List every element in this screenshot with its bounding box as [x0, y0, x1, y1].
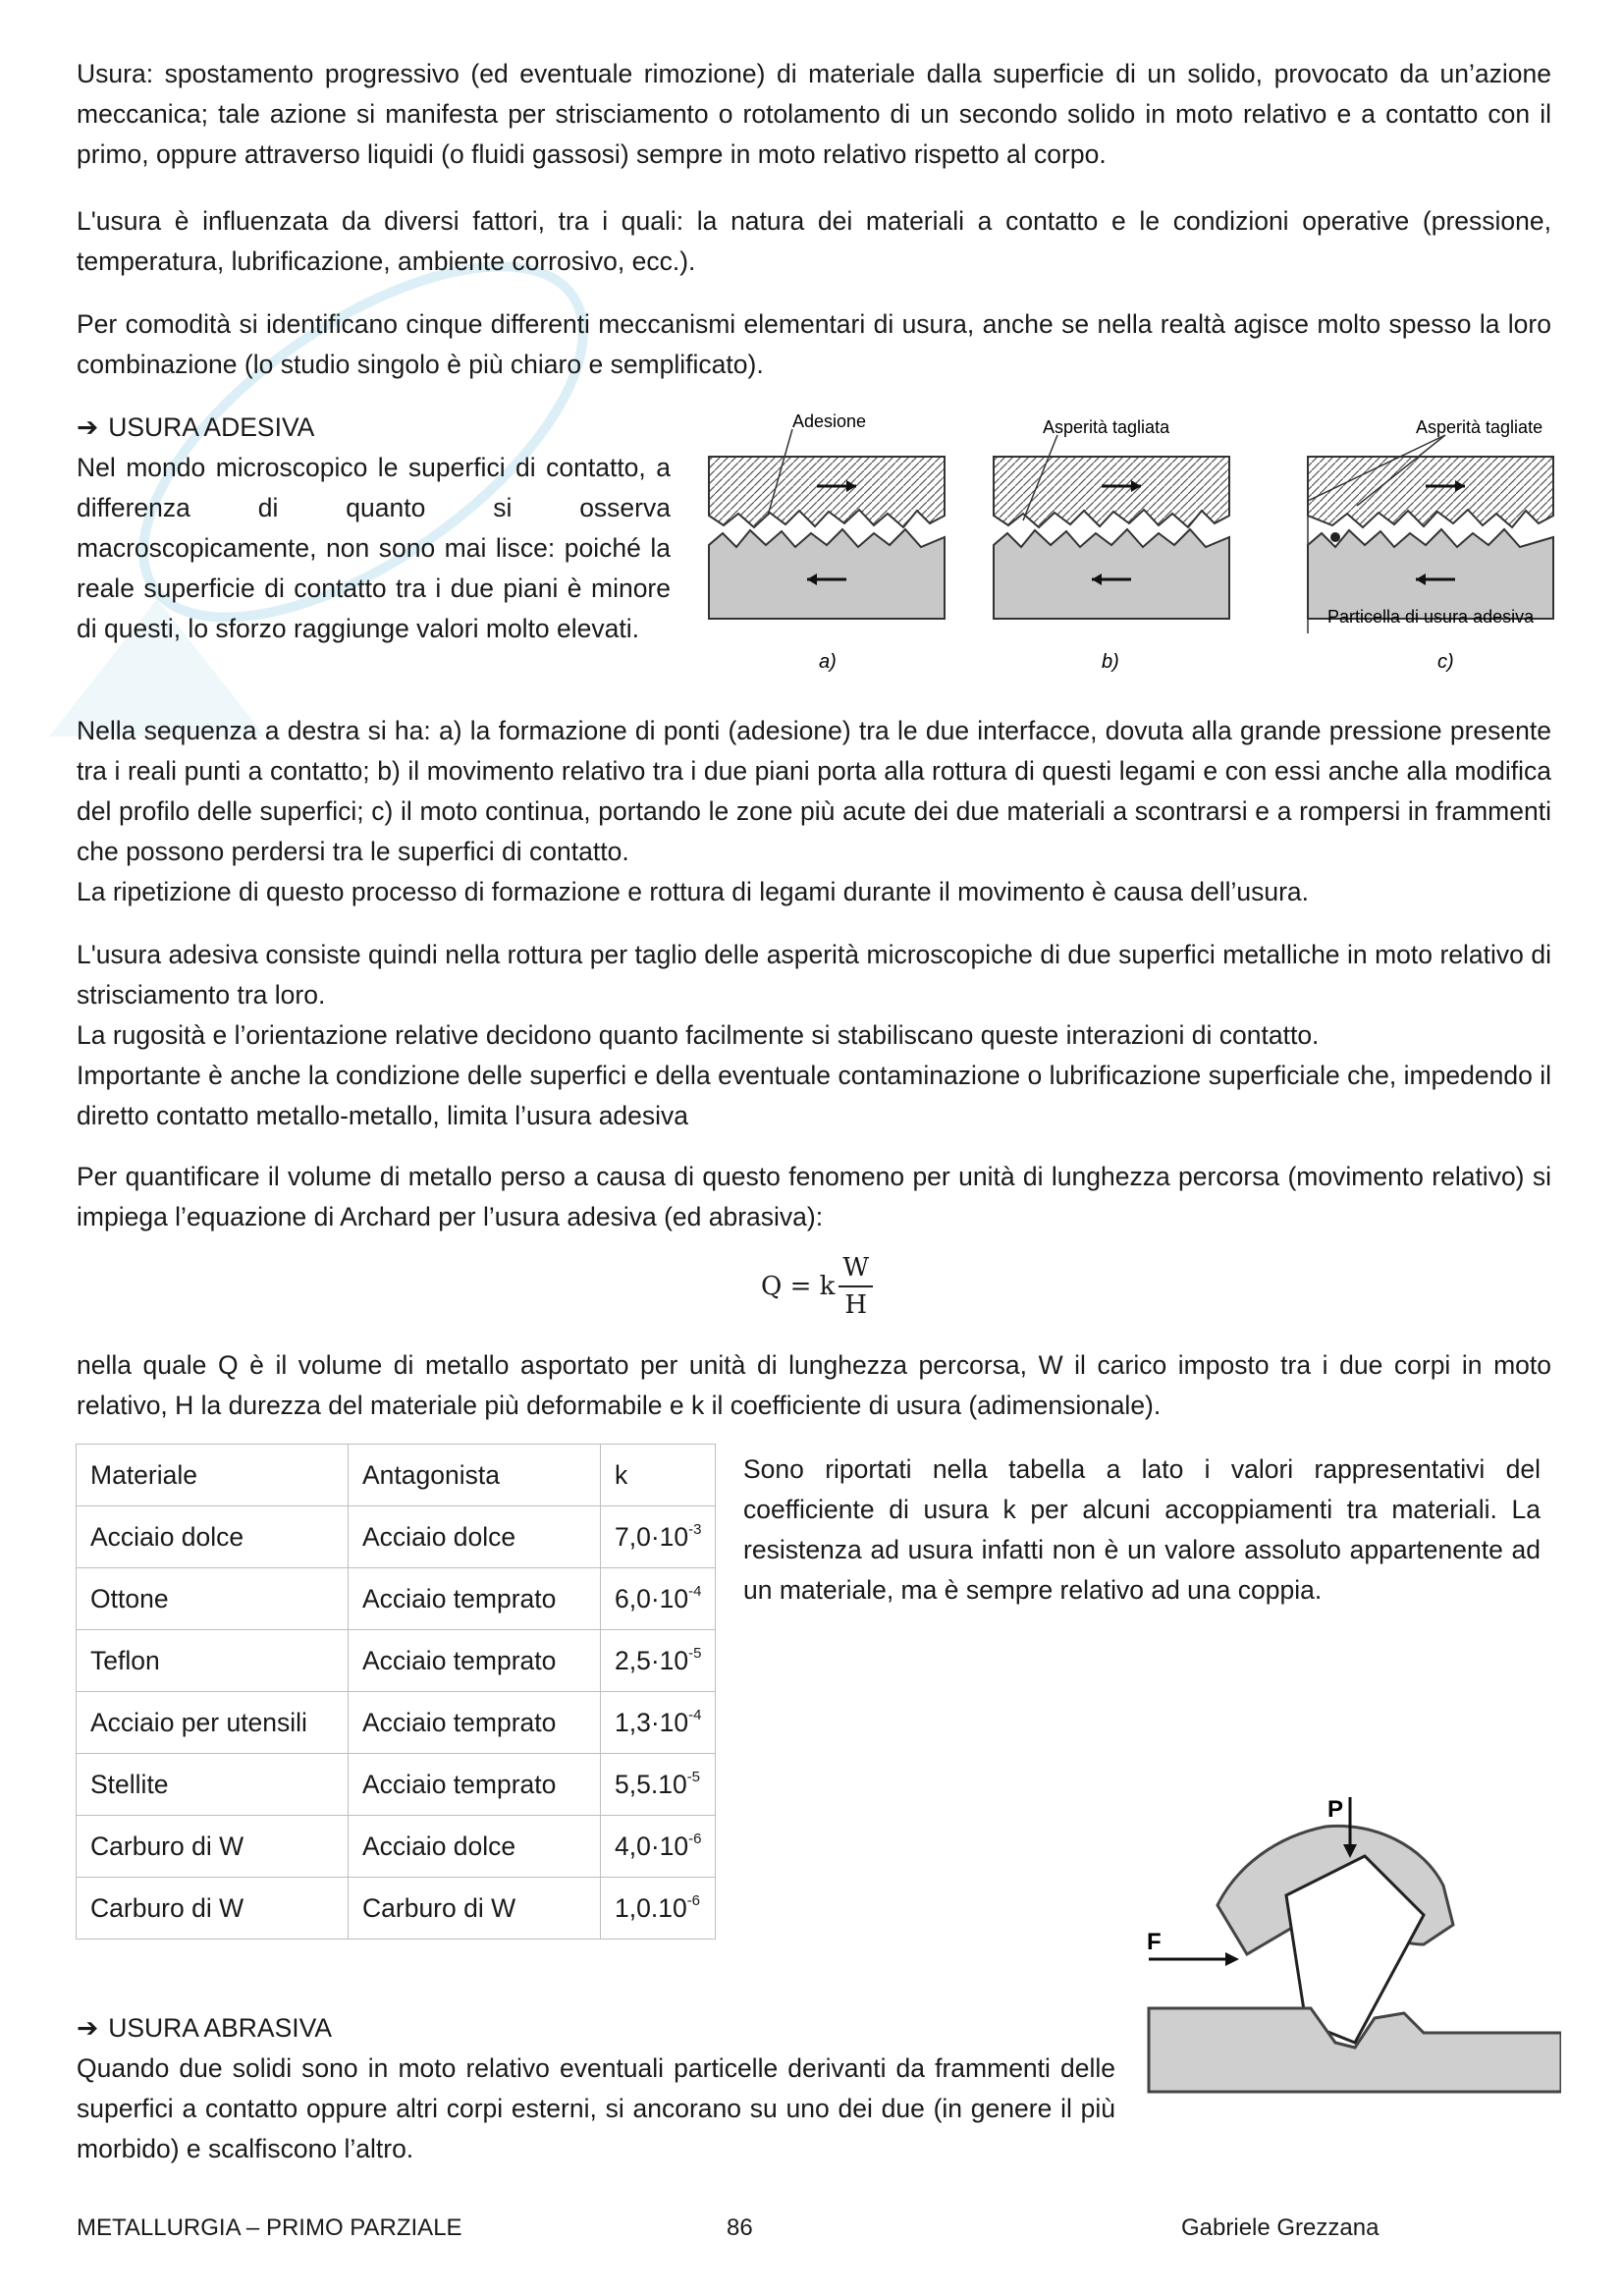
label-force-f: F [1147, 1929, 1162, 1955]
caption-b: b) [1102, 651, 1119, 673]
equation-numerator: W [839, 1252, 873, 1287]
equation-denominator: H [844, 1290, 868, 1320]
adhesive-intro-paragraph: Nel mondo microscopico le superfici di contatto, a differenza di quanto si osserva macroscopicamente, non sono mai lisce: poiché la reale superficie di contatto tra i due piani è minore di questi, lo sforzo raggiunge valori molto elevati. [77, 453, 671, 643]
adhesive-definition-paragraph: L'usura adesiva consiste quindi nella rottura per taglio delle asperità microscopiche di due superfici metalliche in moto relativo di strisciamento tra loro. [77, 940, 1551, 1010]
equation-fraction [839, 1252, 873, 1321]
wear-coefficient-table [76, 1444, 716, 1940]
archard-equation [761, 1252, 873, 1321]
table-header: k [601, 1445, 716, 1506]
footer-page-number: 86 [727, 2214, 753, 2241]
table-row: Teflon Acciaio temprato $2,5\cdot 10^{-5}$ [77, 1630, 716, 1692]
table-row: Acciaio per utensili Acciaio temprato $1,3\cdot 10^{-4}$ [77, 1692, 716, 1754]
footer-course-title: METALLURGIA – PRIMO PARZIALE [77, 2214, 462, 2241]
caption-c: c) [1437, 651, 1454, 673]
table-row: Stellite Acciaio temprato $5,5.10^{-5}$ [77, 1754, 716, 1816]
table-header-row [77, 1445, 716, 1506]
table-header: Materiale [77, 1445, 349, 1506]
table-header: Antagonista [349, 1445, 601, 1506]
table-note-paragraph: Sono riportati nella tabella a lato i valori rappresentativi del coefficiente di usura k per alcuni accoppiamenti tra materiali. La resistenza ad usura infatti non è un valore assoluto appartenente ad un materiale, ma è sempre relativo ad una coppia. [743, 1454, 1541, 1605]
abrasive-intro-paragraph: Quando due solidi sono in moto relativo eventuali particelle derivanti da frammenti delle superfici a contatto oppure altri corpi esterni, si ancorano su uno dei due (in genere il più morbido) e scalfiscono l’altro. [77, 2053, 1115, 2163]
adhesive-heading: ➔ USURA ADESIVA [77, 412, 315, 442]
table-row: Acciaio dolce Acciaio dolce $7,0\cdot 10^{-3}$ [77, 1506, 716, 1568]
panel-c [1308, 417, 1553, 673]
archard-paragraph: Per quantificare il volume di metallo perso a causa di questo fenomeno per unità di lunghezza percorsa (movimento relativo) si impiega l’equazione di Archard per l’usura adesiva (ed abrasiva): [77, 1162, 1551, 1231]
intro-paragraph: Usura: spostamento progressivo (ed eventuale rimozione) di materiale dalla superficie di un solido, provocato da un’azione meccanica; tale azione si manifesta per strisciamento o rotolamento di un secondo solido in moto relativo e a contatto con il primo, oppure attraverso liquidi (o fluidi gassosi) sempre in moto relativo rispetto al corpo. [77, 59, 1551, 169]
table-row: Carburo di W Acciaio dolce $4,0\cdot 10^{-6}$ [77, 1816, 716, 1878]
table-row: Ottone Acciaio temprato $6,0\cdot 10^{-4}$ [77, 1568, 716, 1630]
sequence-paragraph: Nella sequenza a destra si ha: a) la formazione di ponti (adesione) tra le due interfacce, dovuta alla grande pressione presente tra i reali punti a contatto; b) il movimento relativo tra i due piani porta alla rottura di questi legami e con essi anche alla modifica del profilo delle superfici; c) il moto continua, portando le zone più acute dei due materiali a scontrarsi e a rompersi in frammenti che possono perdersi tra le superfici di contatto. [77, 716, 1551, 866]
label-cut-asperities: Asperità tagliate [1416, 417, 1543, 437]
condition-paragraph: Importante è anche la condizione delle superfici e della eventuale contaminazione o lubrificazione superficiale che, impedendo il diretto contatto metallo-metallo, limita l’usura adesiva [77, 1061, 1551, 1130]
factors-paragraph: L'usura è influenzata da diversi fattori, tra i quali: la natura dei materiali a contatto e le condizioni operative (pressione, temperatura, lubrificazione, ambiente corrosivo, ecc.). [77, 206, 1551, 276]
label-adhesion: Adesione [792, 411, 867, 431]
table-row: Carburo di W Carburo di W $1,0.10^{-6}$ [77, 1878, 716, 1940]
abrasive-heading: ➔ USURA ABRASIVA [77, 2013, 333, 2043]
footer-author: Gabriele Grezzana [1181, 2214, 1380, 2241]
repetition-paragraph: La ripetizione di questo processo di formazione e rottura di legami durante il movimento è causa dell’usura. [77, 877, 1310, 906]
label-particle: Particella di usura adesiva [1327, 607, 1535, 627]
roughness-paragraph: La rugosità e l’orientazione relative decidono quanto facilmente si stabiliscano queste interazioni di contatto. [77, 1020, 1320, 1050]
panel-a [709, 411, 945, 673]
equation-lhs: Q = k [761, 1272, 836, 1301]
mechanisms-paragraph: Per comodità si identificano cinque differenti meccanismi elementari di usura, anche se nella realtà agisce molto spesso la loro combinazione (lo studio singolo è più chiaro e semplificato). [77, 309, 1551, 379]
arrow-right-icon: ➔ [77, 412, 99, 442]
equation-explanation-paragraph: nella quale Q è il volume di metallo asportato per unità di lunghezza percorsa, W il carico imposto tra i due corpi in moto relativo, H la durezza del materiale più deformabile e k il coefficiente di usura (adimensionale). [77, 1350, 1551, 1420]
caption-a: a) [819, 651, 837, 673]
panel-b [994, 417, 1229, 673]
adhesive-wear-figure [699, 408, 1563, 687]
abrasive-wear-figure [1129, 1797, 1561, 2151]
label-load-p: P [1327, 1797, 1344, 1823]
label-cut-asperity: Asperità tagliata [1043, 417, 1170, 437]
arrow-right-icon: ➔ [77, 2013, 99, 2043]
